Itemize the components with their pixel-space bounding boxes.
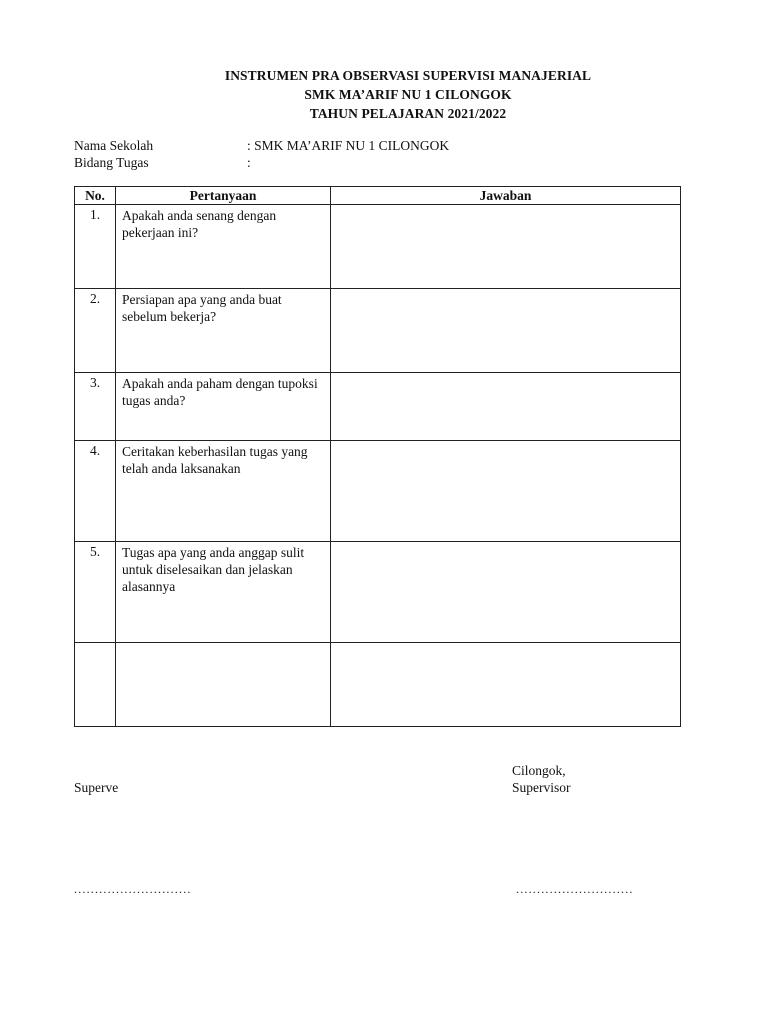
row-number: 3.	[75, 373, 116, 441]
row-question: Apakah anda senang dengan pekerjaan ini?	[116, 205, 331, 289]
title-line-2: SMK MA’ARIF NU 1 CILONGOK	[304, 87, 512, 102]
row-number	[75, 643, 116, 727]
header-question: Pertanyaan	[116, 187, 331, 205]
header-no: No.	[75, 187, 116, 205]
task-field-label: Bidang Tugas	[74, 155, 149, 170]
row-number: 2.	[75, 289, 116, 373]
row-question	[116, 643, 331, 727]
table-row	[75, 373, 681, 441]
title-line-3: TAHUN PELAJARAN 2021/2022	[309, 106, 507, 121]
row-number: 4.	[75, 441, 116, 542]
title-line-1: INSTRUMEN PRA OBSERVASI SUPERVISI MANAJERIAL	[224, 68, 592, 83]
table-row	[75, 289, 681, 373]
observation-table	[74, 186, 681, 727]
school-name-value: : SMK MA’ARIF NU 1 CILONGOK	[247, 138, 450, 153]
row-answer-cell[interactable]	[331, 373, 681, 441]
supervisor-signature-line: ............................	[516, 882, 634, 896]
row-question: Apakah anda paham dengan tupoksi tugas anda?	[116, 373, 331, 441]
row-question: Ceritakan keberhasilan tugas yang telah anda laksanakan	[116, 441, 331, 542]
school-name-label: Nama Sekolah	[74, 138, 154, 153]
row-answer-cell[interactable]	[331, 205, 681, 289]
place-date: Cilongok,	[512, 763, 566, 778]
task-field-value: :	[247, 155, 251, 170]
table-row	[75, 441, 681, 542]
row-answer-cell[interactable]	[331, 542, 681, 643]
row-number: 1.	[75, 205, 116, 289]
header-answer: Jawaban	[331, 187, 681, 205]
table-header-row	[75, 187, 681, 205]
row-answer-cell[interactable]	[331, 441, 681, 542]
table-row	[75, 542, 681, 643]
row-question: Tugas apa yang anda anggap sulit untuk diselesaikan dan jelaskan alasannya	[116, 542, 331, 643]
table-row	[75, 205, 681, 289]
row-answer-cell[interactable]	[331, 289, 681, 373]
row-question: Persiapan apa yang anda buat sebelum bekerja?	[116, 289, 331, 373]
document-title	[0, 66, 768, 123]
supervisee-label: Superve	[74, 780, 119, 795]
supervisor-label: Supervisor	[512, 780, 571, 795]
supervisee-signature-line: ............................	[74, 882, 192, 896]
row-number: 5.	[75, 542, 116, 643]
row-answer-cell[interactable]	[331, 643, 681, 727]
table-row	[75, 643, 681, 727]
